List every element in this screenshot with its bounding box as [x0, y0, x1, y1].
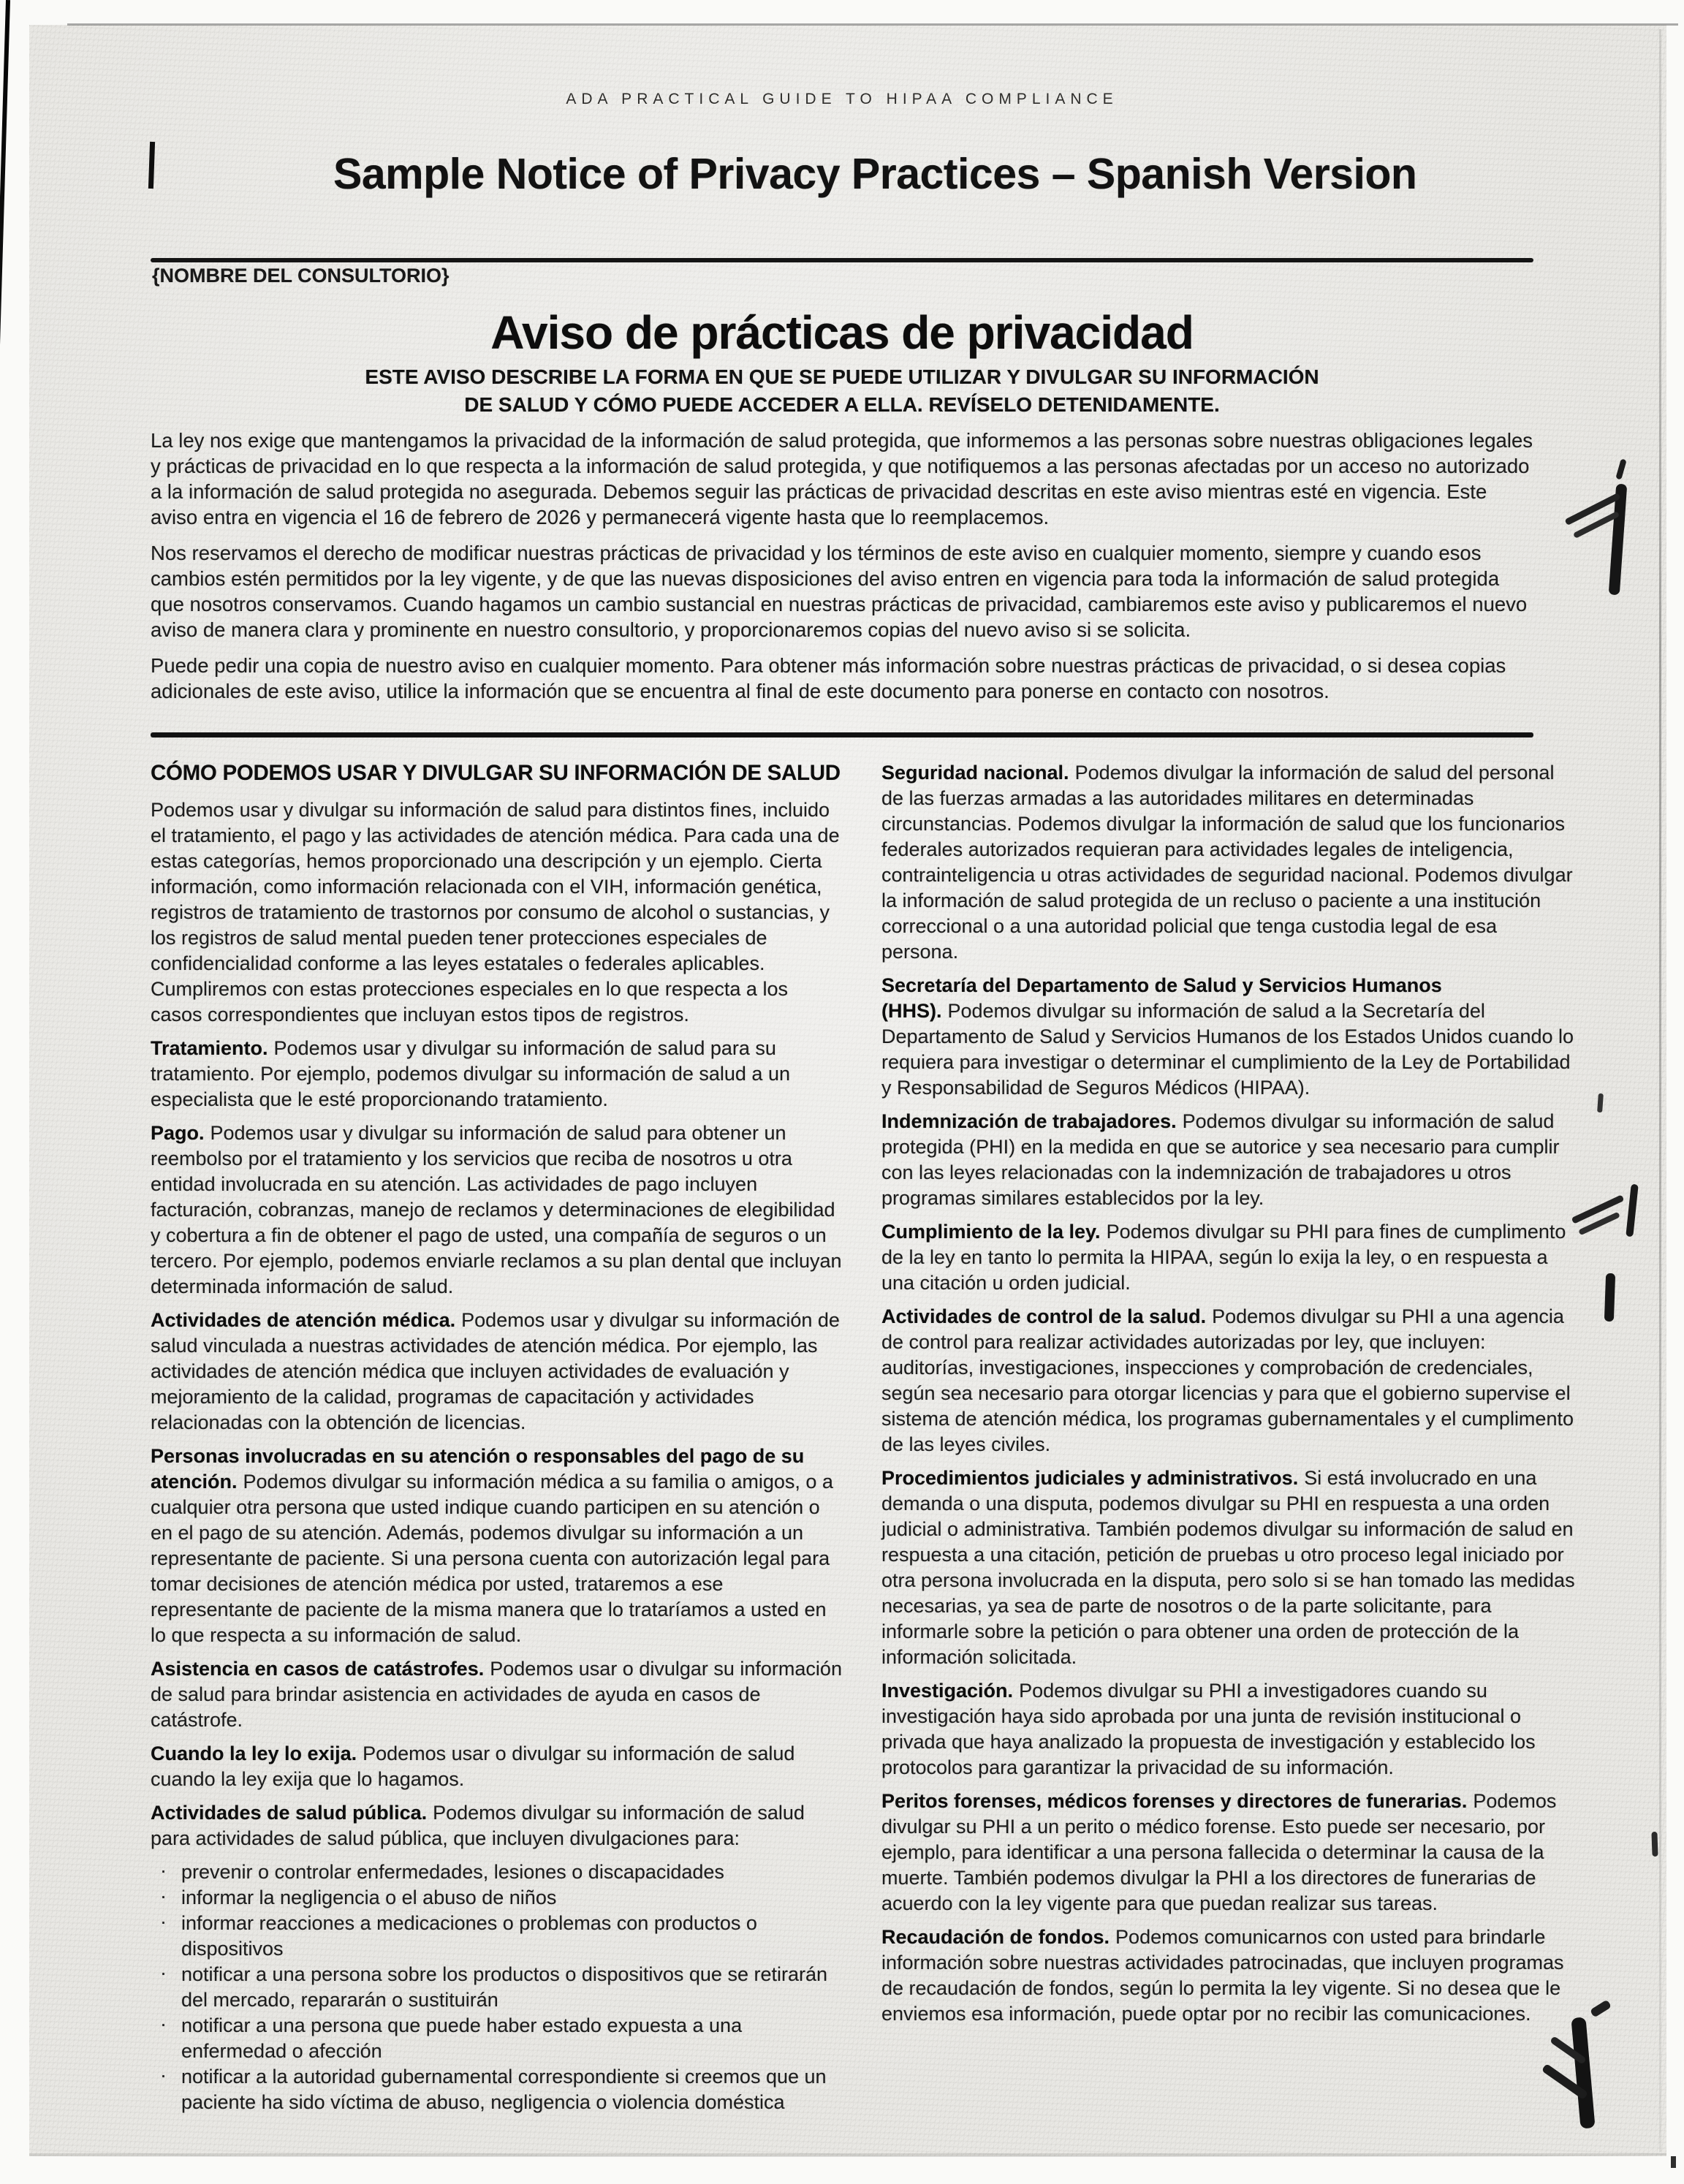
section-title: Personas involucradas en su atención o responsables del pago de su atención. — [151, 1445, 805, 1493]
section-body: Podemos comunicarnos con usted para brindarle información sobre nuestras actividades patrocinadas, que incluyen programas de recaudación de fondos, según lo permita la ley vigente. Si no desea que le enviemos esa información, puede optar por no recibir las comunicaciones. — [881, 1926, 1564, 2025]
section-body: Si está involucrado en una demanda o una disputa, podemos divulgar su PHI en respuesta a una orden judicial o administrativa. También podemos divulgar su información de salud en respuesta a una citación, petición de pruebas u otro proceso legal iniciado por otra persona involucrada en la disputa, pero solo si se han tomado las medidas necesarias, ya sea de parte de nosotros o de la parte solicitante, para informarle sobre la petición o para obtener una orden de protección de la información solicitada. — [881, 1467, 1575, 1668]
section-body: Podemos divulgar su información de salud a la Secretaría del Departamento de Salud y Servicios Humanos de los Estados Unidos cuando lo requiera para investigar o determinar el cumplimiento de la Ley de Portabilidad y Responsabilidad de Seguros Médicos (HIPAA). — [881, 1000, 1574, 1099]
section-body: Podemos usar y divulgar su información de salud para su tratamiento. Por ejemplo, podemos divulgar su información de salud a un especialista que le esté proporcionando tratamiento. — [151, 1037, 790, 1110]
bullet-text: informar la negligencia o el abuso de niños — [181, 1887, 557, 1908]
section-title: Recaudación de fondos. — [881, 1926, 1110, 1948]
bullet-text: prevenir o controlar enfermedades, lesiones o discapacidades — [181, 1861, 724, 1883]
bullet-item — [151, 1885, 843, 1911]
section-title: Seguridad nacional. — [881, 762, 1069, 784]
scan-edge-top — [67, 23, 1678, 26]
section — [151, 1444, 843, 1648]
bullet-item — [151, 1859, 843, 1885]
bullet-marker: · — [160, 1885, 167, 1907]
bullet-marker: · — [160, 1859, 167, 1881]
bullet-text: notificar a una persona que puede haber estado expuesta a una enfermedad o afección — [181, 2014, 743, 2062]
section-title: Actividades de control de la salud. — [881, 1305, 1207, 1327]
section — [151, 1741, 843, 1792]
horizontal-rule-columns — [151, 732, 1533, 738]
notice-title: Aviso de prácticas de privacidad — [490, 306, 1194, 359]
intro-paragraph: Puede pedir una copia de nuestro aviso en cualquier momento. Para obtener más información sobre nuestras prácticas de privacidad, o si desea copias adicionales de este aviso, utilice la información que se encuentra al final de este documento para ponerse en contacto con nosotros. — [151, 654, 1506, 702]
section-body: Podemos divulgar su PHI a una agencia de control para realizar actividades autorizadas por ley, que incluyen: auditorías, investigaciones, inspecciones y comprobación de credenciales, según sea necesario para otorgar licencias y para que el gobierno supervise el sistema de atención médica, los programas gubernamentales y el cumplimento de las leyes civiles. — [881, 1305, 1574, 1455]
section-title: Cuando la ley lo exija. — [151, 1743, 357, 1764]
bullet-text: notificar a la autoridad gubernamental correspondiente si creemos que un paciente ha sido víctima de abuso, negligencia o violencia doméstica — [181, 2066, 827, 2113]
section-title: Pago. — [151, 1122, 205, 1144]
section — [151, 1800, 843, 1851]
bullet-marker: · — [160, 1962, 167, 1984]
notice-subtitle-line1: ESTE AVISO DESCRIBE LA FORMA EN QUE SE PUEDE UTILIZAR Y DIVULGAR SU INFORMACIÓN — [365, 365, 1319, 388]
bullet-text: notificar a una persona sobre los productos o dispositivos que se retirarán del mercado, repararán o sustituirán — [181, 1963, 827, 2011]
bullet-item — [151, 1962, 843, 2013]
intro-paragraph: La ley nos exige que mantengamos la privacidad de la información de salud protegida, que informemos a las personas sobre nuestras obligaciones legales y prácticas de privacidad en lo que respecta a la información de salud protegida, y que notifiquemos a las personas afectadas por un acceso no autorizado a la información de salud protegida no asegurada. Debemos seguir las prácticas de privacidad descritas en este aviso mientras esté en vigencia. Este aviso entra en vigencia el 16 de febrero de 2026 y permanecerá vigente hasta que lo reemplacemos. — [151, 429, 1533, 528]
section-body: Podemos divulgar su información de salud para actividades de salud pública, que incluyen divulgaciones para: — [151, 1802, 805, 1849]
section — [881, 1109, 1577, 1211]
section — [881, 1925, 1577, 2027]
section — [881, 1789, 1577, 1916]
scan-edge-bottom — [29, 2153, 1666, 2157]
bullet-item — [151, 1911, 843, 1962]
section — [151, 797, 843, 1028]
page-title: Sample Notice of Privacy Practices – Spanish Version — [333, 150, 1417, 198]
practice-name-placeholder: {NOMBRE DEL CONSULTORIO} — [152, 265, 450, 287]
notice-subtitle-line2: DE SALUD Y CÓMO PUEDE ACCEDER A ELLA. REVÍSELO DETENIDAMENTE. — [464, 393, 1220, 416]
horizontal-rule-top — [151, 258, 1533, 262]
section-body: Podemos divulgar su PHI para fines de cumplimento de la ley en tanto lo permita la HIPAA, según lo exija la ley, o en respuesta a una citación u orden judicial. — [881, 1221, 1566, 1294]
left-column — [151, 760, 843, 2115]
bullet-item — [151, 2064, 843, 2115]
section — [881, 760, 1577, 965]
notice-subtitle — [0, 363, 1684, 419]
bullet-marker: · — [160, 1911, 167, 1933]
section-body: Podemos usar y divulgar su información de salud vinculada a nuestras actividades de atención médica. Por ejemplo, las actividades de atención médica que incluyen actividades de evaluación y mejoramiento de la calidad, programas de capacitación y actividades relacionadas con la obtención de licencias. — [151, 1309, 840, 1433]
section-title: Procedimientos judiciales y administrativos. — [881, 1467, 1299, 1489]
section-title: Secretaría del Departamento de Salud y Servicios Humanos (HHS). — [881, 974, 1442, 1022]
section-body: Podemos divulgar la información de salud del personal de las fuerzas armadas a las autoridades militares en determinadas circunstancias. Podemos divulgar la información de salud que los funcionarios federales autorizados requieran para actividades legales de inteligencia, contrainteligencia u otras actividades de seguridad nacional. Podemos divulgar la información de salud protegida de un recluso o paciente a una institución correccional o a una autoridad policial que tenga custodia legal de esa persona. — [881, 762, 1573, 963]
section-body: Podemos divulgar su información médica a su familia o amigos, o a cualquier otra persona que usted indique cuando participen en su atención o en el pago de su atención. Además, podemos divulgar su información a un representante de paciente. Si una persona cuenta con autorización legal para tomar decisiones de atención médica por usted, trataremos a ese representante de paciente de la misma manera que lo trataríamos a usted en lo que respecta a su información de salud. — [151, 1471, 833, 1646]
section-body: Podemos usar y divulgar su información de salud para distintos fines, incluido el tratamiento, el pago y las actividades de atención médica. Para cada una de estas categorías, hemos proporcionado una descripción y un ejemplo. Cierta información, como información relacionada con el VIH, información genética, registros de tratamiento de trastornos por consumo de alcohol o sustancias, y los registros de salud mental pueden tener protecciones especiales de confidencialidad conforme a las leyes estatales o federales aplicables. Cumpliremos con estas protecciones especiales en lo que respecta a los casos correspondientes que incluyan estos tipos de registros. — [151, 799, 840, 1025]
running-head: ADA PRACTICAL GUIDE TO HIPAA COMPLIANCE — [566, 91, 1118, 107]
intro-paragraph: Nos reservamos el derecho de modificar nuestras prácticas de privacidad y los términos de este aviso en cualquier momento, siempre y cuando esos cambios estén permitidos por la ley vigente, y de que las nuevas disposiciones del aviso entren en vigencia para toda la información de salud protegida que nosotros conservamos. Cuando hagamos un cambio sustancial en nuestras prácticas de privacidad, cambiaremos este aviso y publicaremos el nuevo aviso de manera clara y prominente en nuestro consultorio, y proporcionaremos copias del nuevo aviso si se solicita. — [151, 542, 1528, 641]
section — [881, 973, 1577, 1101]
section-title: Indemnización de trabajadores. — [881, 1110, 1177, 1132]
intro-block — [151, 428, 1533, 714]
section-title: Investigación. — [881, 1680, 1014, 1702]
section-title: Actividades de atención médica. — [151, 1309, 456, 1331]
section — [881, 1304, 1577, 1457]
section-body: Podemos usar y divulgar su información de salud para obtener un reembolso por el tratamiento y los servicios que reciba de nosotros u otra entidad involucrada en su atención. Las actividades de pago incluyen facturación, cobranzas, manejo de reclamos y determinaciones de elegibilidad y cobertura a fin de obtener el pago de usted, una compañía de seguros o un tercero. Por ejemplo, podemos enviarle reclamos a su plan dental que incluyan determinada información de salud. — [151, 1122, 842, 1297]
section — [151, 1036, 843, 1112]
bullet-marker: · — [160, 2064, 167, 2086]
section-body: Podemos usar o divulgar su información de salud cuando la ley exija que lo hagamos. — [151, 1743, 795, 1790]
column-heading: CÓMO PODEMOS USAR Y DIVULGAR SU INFORMACIÓN DE SALUD — [151, 761, 841, 785]
section-body: Podemos divulgar su PHI a investigadores cuando su investigación haya sido aprobada por una junta de revisión institucional o privada que haya analizado la propuesta de investigación y establecido los protocolos para garantizar la privacidad de su información. — [881, 1680, 1536, 1778]
section-body: Podemos divulgar su PHI a un perito o médico forense. Esto puede ser necesario, por ejemplo, para identificar a una persona fallecida o determinar la causa de la muerte. También podemos divulgar la PHI a los directores de funerarias de acuerdo con la ley vigente para que puedan realizar sus tareas. — [881, 1790, 1557, 1914]
section-body: Podemos usar o divulgar su información de salud para brindar asistencia en actividades de ayuda en casos de catástrofe. — [151, 1658, 842, 1731]
section-body: Podemos divulgar su información de salud protegida (PHI) en la medida en que se autorice y sea necesario para cumplir con las leyes relacionadas con la indemnización de trabajadores u otros programas similares establecidos por la ley. — [881, 1110, 1560, 1209]
section-title: Asistencia en casos de catástrofes. — [151, 1658, 485, 1680]
section-title: Peritos forenses, médicos forenses y directores de funerarias. — [881, 1790, 1468, 1812]
ink-smudge — [1671, 2156, 1676, 2168]
section-title: Actividades de salud pública. — [151, 1802, 428, 1824]
section-title: Cumplimiento de la ley. — [881, 1221, 1101, 1243]
bullet-text: informar reacciones a medicaciones o problemas con productos o dispositivos — [181, 1912, 757, 1960]
section-title: Tratamiento. — [151, 1037, 268, 1059]
section — [151, 1308, 843, 1436]
bullet-list — [151, 1859, 843, 2115]
section — [881, 1219, 1577, 1296]
bullet-marker: · — [160, 2013, 167, 2035]
bullet-item — [151, 2013, 843, 2064]
section — [151, 1656, 843, 1733]
section — [881, 1678, 1577, 1781]
section — [881, 1466, 1577, 1670]
section — [151, 1121, 843, 1300]
right-column — [881, 760, 1577, 2035]
